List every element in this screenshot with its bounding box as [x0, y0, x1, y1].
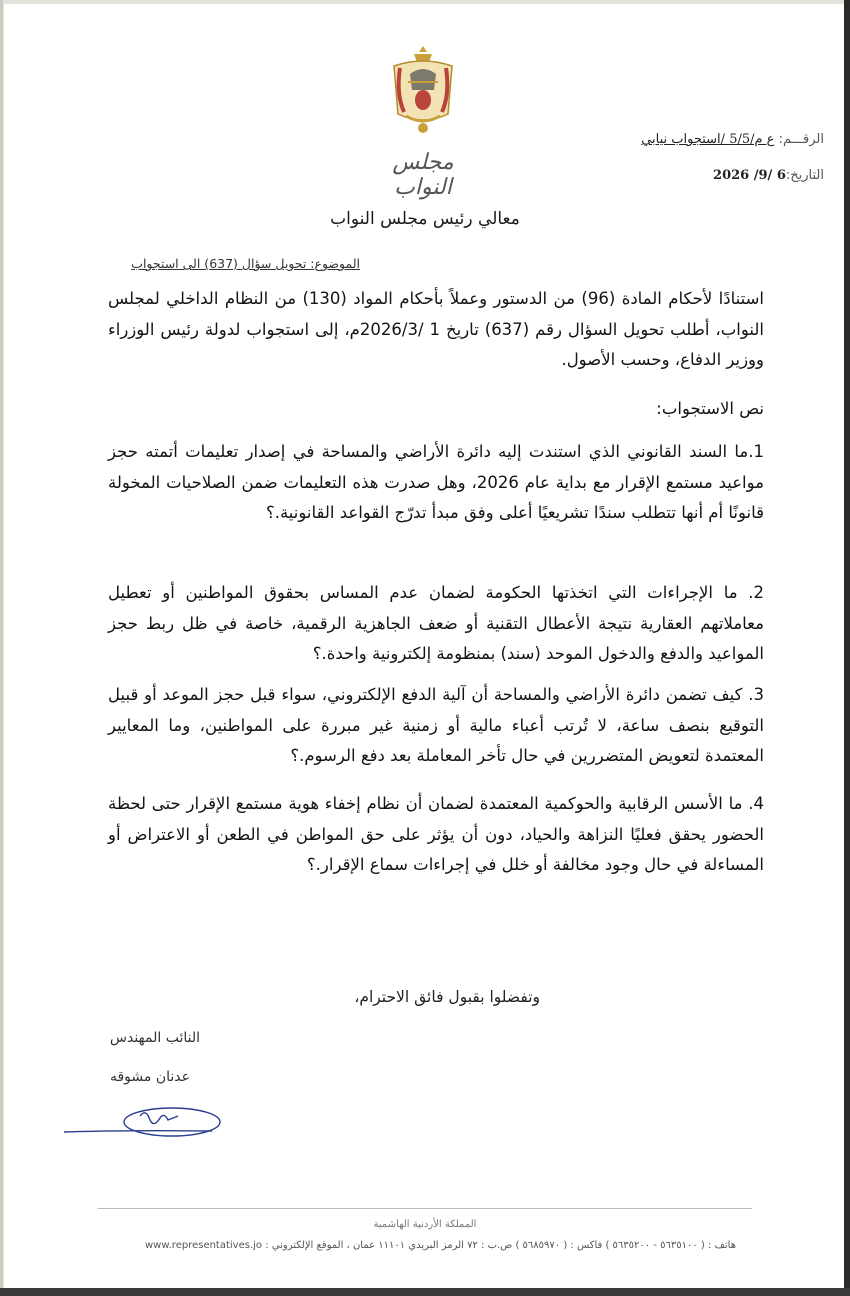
reference-value: ع م/5/5 /استجواب نيابي — [641, 132, 775, 147]
signatory-title: النائب المهندس — [109, 1030, 200, 1046]
letter-date — [713, 168, 824, 183]
footer-org: المملكة الأردنية الهاشمية — [373, 1219, 477, 1230]
page-edge-right — [844, 0, 850, 1296]
subject-line: الموضوع: تحويل سؤال (637) الى استجواب — [131, 256, 360, 271]
question-4: 4. ما الأسس الرقابية والحوكمية المعتمدة لضمان أن نظام إخفاء هوية مستمع الإقرار حتى لحظة الحضور يحقق فعليًا النزاهة والحياد، دون أن يؤثر على حق المواطن في الطعن أو الاعتراض أو المساءلة في حال وجود مخالفة أو خلل في إجراءات سماع الإقرار.؟ — [108, 794, 764, 874]
signatory-name: عدنان مشوقه — [109, 1069, 190, 1085]
reference-number — [641, 132, 824, 147]
date-label: التاريخ: — [785, 168, 824, 183]
council-logo-text: مجلس النواب — [392, 150, 454, 200]
date-value: 6 /9/ 2026 — [713, 168, 786, 183]
closing-line: وتفضلوا بقبول فائق الاحترام، — [354, 988, 540, 1006]
interpellation-heading: نص الاستجواب: — [656, 399, 764, 418]
handwritten-signature — [62, 1100, 232, 1146]
intro-paragraph: استنادًا لأحكام المادة (96) من الدستور وعملاً بأحكام المواد (130) من النظام الداخلي لمجلس النواب، أطلب تحويل السؤال رقم (637) تاريخ 1 /2026/3م، إلى استجواب لدولة رئيس الوزراء ووزير الدفاع، وحسب الأصول. — [108, 289, 765, 369]
jordan-crest-icon — [386, 44, 460, 136]
page-edge-left — [0, 0, 3, 1296]
reference-label: الرقـــم: — [778, 132, 824, 147]
page-edge-bottom — [0, 1288, 850, 1296]
question-1: 1.ما السند القانوني الذي استندت إليه دائرة الأراضي والمساحة في إصدار تعليمات أتمته حجز مواعيد مستمع الإقرار مع بداية عام 2026، وهل صدرت هذه التعليمات ضمن الصلاحيات المخولة قانونًا أم أنها تتطلب سندًا تشريعيًا أعلى وفق مبدأ تدرّج القواعد القانونية.؟ — [108, 442, 764, 522]
footer-contact: هاتف : ( ٥٦٣٥١٠٠ - ٥٦٣٥٢٠٠ ) فاكس : ( ٥٦٨٥٩٧٠ ) ص.ب : ٧٢ الرمز البريدي ١١١٠١ عمان ، الموقع الإلكتروني : www.representatives.jo — [145, 1240, 736, 1251]
addressee: معالي رئيس مجلس النواب — [330, 209, 520, 229]
question-2: 2. ما الإجراءات التي اتخذتها الحكومة لضمان عدم المساس بحقوق المواطنين أو تعطيل معاملاتهم العقارية نتيجة الأعطال التقنية أو ضعف الجاهزية الرقمية، خاصة في ظل ربط حجز المواعيد والدفع والدخول الموحد (سند) بمنظومة إلكترونية واحدة.؟ — [108, 583, 764, 663]
question-3: 3. كيف تضمن دائرة الأراضي والمساحة أن آلية الدفع الإلكتروني، سواء قبل حجز الموعد أو قبيل التوقيع بنصف ساعة، لا تُرتب أعباء مالية أو زمنية غير مبررة على المواطنين، وما المعايير المعتمدة لتعويض المتضررين في حال تأخر المعاملة بعد دفع الرسوم.؟ — [108, 685, 764, 765]
footer-divider — [98, 1208, 752, 1209]
